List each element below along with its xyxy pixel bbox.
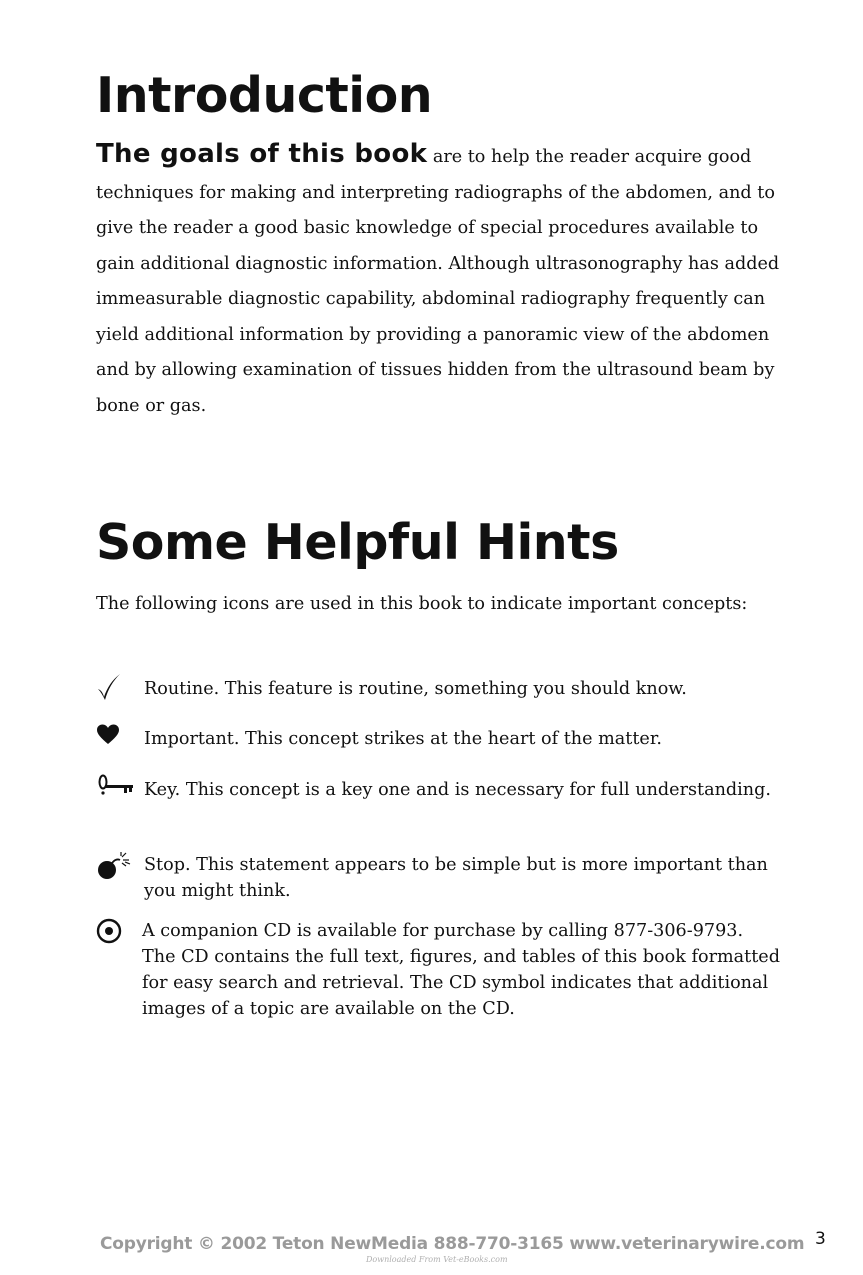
download-watermark: Downloaded From Vet-eBooks.com <box>366 1255 508 1264</box>
intro-heading: Introduction <box>96 67 433 124</box>
intro-paragraph <box>96 137 786 424</box>
hints-heading: Some Helpful Hints <box>96 514 619 571</box>
hint-stop-text: Stop. This statement appears to be simple but is more important than you might think. <box>144 855 768 901</box>
copyright-footer: Copyright © 2002 Teton NewMedia 888-770-3165 www.veterinarywire.com <box>100 1234 805 1254</box>
hints-intro: The following icons are used in this book to indicate important concepts: <box>96 594 748 614</box>
intro-body: are to help the reader acquire good techniques for making and interpreting radiographs of the abdomen, and to give the reader a good basic knowledge of special procedures available to gain additional diagnostic information. Although ultrasonography has added immeasurable diagnostic capability, abdominal radiography frequently can yield additional information by providing a panoramic view of the abdomen and by allowing examination of tissues hidden from the ultrasound beam by bone or gas. <box>96 147 780 416</box>
intro-lead: The goals of this book <box>96 139 428 169</box>
hint-routine-text: Routine. This feature is routine, something you should know. <box>144 679 687 699</box>
hint-key-text: Key. This concept is a key one and is necessary for full understanding. <box>144 780 771 800</box>
heart-icon <box>96 722 136 756</box>
check-icon <box>96 672 136 706</box>
page-number: 3 <box>815 1229 826 1249</box>
cd-icon <box>96 918 136 952</box>
bomb-icon <box>96 852 136 886</box>
hint-important-text: Important. This concept strikes at the heart of the matter. <box>144 729 662 749</box>
hint-cd-text: A companion CD is available for purchase by calling 877-306-9793. The CD contains the full text, figures, and tables of this book formatted for easy search and retrieval. The CD symbol indicates that additional images of a topic are available on the CD. <box>142 921 780 1019</box>
key-icon <box>96 773 136 807</box>
